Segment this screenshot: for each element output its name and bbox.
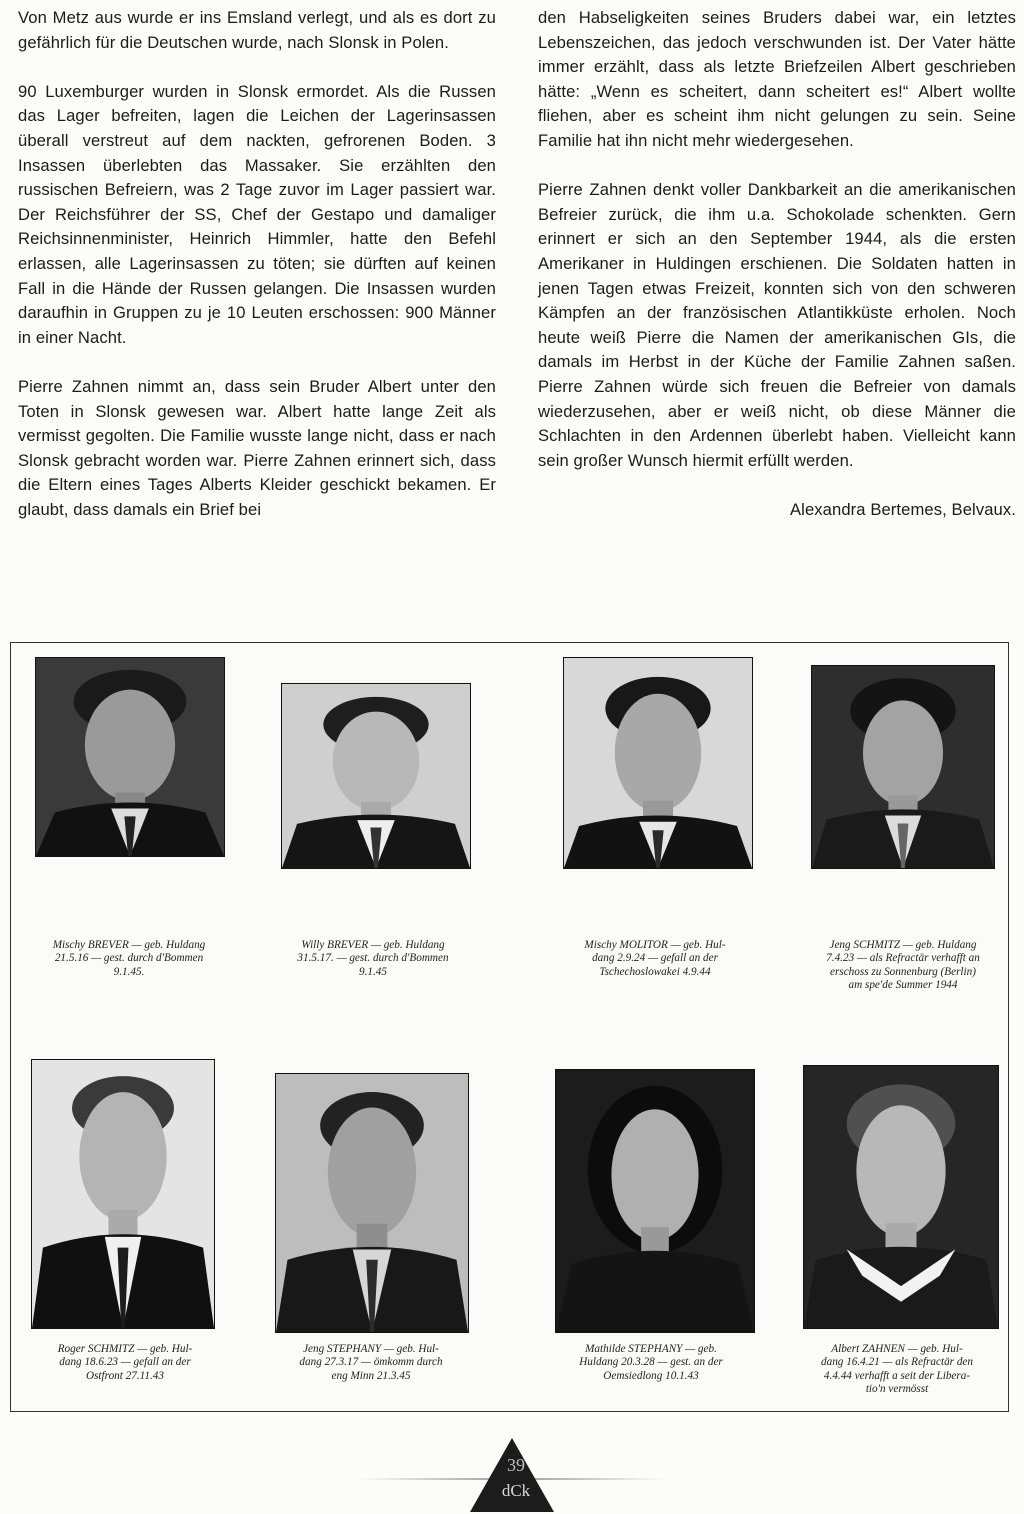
portrait-caption: Jeng STEPHANY — geb. Hul- dang 27.3.17 — ömkomm durch eng Minn 21.3.45 <box>299 1343 443 1382</box>
article-paragraph: 90 Luxemburger wurden in Slonsk ermordet. Als die Russen das Lager befreiten, lagen die Leichen der Lagerinsassen überall verstreut auf dem nackten, gefrorenen Boden. 3 Insassen überlebten das Massaker. Sie erzählten den russischen Befreiern, was 2 Tage zuvor im Lager passiert war. Der Reichsführer der SS, Chef der Gestapo und damaliger Reichsinnenminister, Heinrich Himmler, hatte den Befehl erlassen, alle Lagerinsassen zu töten; sie dürften auf keinen Fall in die Hände der Russen gelangen. Die Insassen wurden daraufhin in Gruppen zu je 10 Leuten erschossen: 900 Männer in einer Nacht. <box>18 81 496 347</box>
article-paragraph: Pierre Zahnen denkt voller Dankbarkeit an die amerikanischen Befreier zurück, die ihm u.a. Schokolade schenkten. Gern erinnert er sich an den September 1944, als die ersten Amerikaner in Huldingen erschienen. Die Soldaten hatten in jenen Tagen etwas Freizeit, konnten sich von den schweren Kämpfen an der französischen Atlantikküste erholen. Noch heute weiß Pierre die Namen der amerikanischen GIs, die damals im Herbst in der Küche der Familie Zahnen saßen. Pierre Zahnen würde sich freuen die Befreier von damals wiederzusehen, aber er weiß nicht, ob diese Männer die Schlachten in den Ardennen überlebt haben. Vielleicht kann sein großer Wunsch hiermit erfüllt werden. <box>538 180 1016 470</box>
portrait-photo-jeng-schmitz <box>811 665 995 869</box>
footer-logo-text: dCk <box>501 1481 531 1500</box>
portrait-caption: Willy BREVER — geb. Huldang 31.5.17. — gest. durch d'Bommen 9.1.45 <box>297 939 449 978</box>
portrait-caption: Mischy MOLITOR — geb. Hul- dang 2.9.24 — gefall an der Tschechoslowakei 4.9.44 <box>584 939 726 978</box>
portrait-caption: Albert ZAHNEN — geb. Hul- dang 16.4.21 — als Refractär den 4.4.44 verhafft a seit der Libera- tio'n vermösst <box>821 1343 973 1396</box>
portrait-caption: Mischy BREVER — geb. Huldang 21.5.16 — gest. durch d'Bommen 9.1.45. <box>52 939 206 978</box>
article-paragraph: Pierre Zahnen nimmt an, dass sein Bruder Albert unter den Toten in Slonsk gewesen war. Albert hatte lange Zeit als vermisst gegolten. Die Familie wusste lange nicht, dass er nach Slonsk gebracht worden war. Pierre Zahnen erinnert sich, dass die Eltern eines Tages Alberts Kleider geschickt bekamen. Er glaubt, dass damals ein Brief bei <box>18 376 496 519</box>
article-column-right <box>538 6 1016 522</box>
portrait-photo-jeng-stephany <box>275 1073 469 1333</box>
portrait-photo-albert-zahnen <box>803 1065 999 1329</box>
portrait-photo-mischy-brever <box>35 657 225 857</box>
portrait-caption: Jeng SCHMITZ — geb. Huldang 7.4.23 — als Refractär verhafft an erschoss zu Sonnenburg (Berlin) am spe'de Summer 1944 <box>826 939 980 992</box>
article-paragraph: Von Metz aus wurde er ins Emsland verlegt, und als es dort zu gefährlich für die Deutschen wurde, nach Slonsk in Polen. <box>18 8 496 52</box>
portrait-caption: Mathilde STEPHANY — geb. Huldang 20.3.28 — gest. an der Oemsiedlong 10.1.43 <box>579 1343 723 1382</box>
page-number: 39 <box>507 1455 525 1475</box>
memorial-photo-panel <box>10 642 1009 1412</box>
portrait-photo-willy-brever <box>281 683 471 869</box>
portrait-photo-mathilde-stephany <box>555 1069 755 1333</box>
portrait-photo-mischy-molitor <box>563 657 753 869</box>
portrait-photo-roger-schmitz <box>31 1059 215 1329</box>
article-column-left <box>18 6 496 547</box>
author-signature: Alexandra Bertemes, Belvaux. <box>789 499 1016 519</box>
portrait-caption: Roger SCHMITZ — geb. Hul- dang 18.6.23 — gefall an der Ostfront 27.11.43 <box>57 1343 193 1382</box>
article-paragraph: den Habseligkeiten seines Bruders dabei war, ein letztes Lebenszeichen, das jedoch verschwunden ist. Der Vater hätte immer erzählt, dass als letzte Briefzeilen Albert geschrieben hätte: „Wenn es scheitert, dann scheitert es!“ Albert wollte fliehen, aber es scheint ihm nicht gelungen zu sein. Seine Familie hat ihn nicht mehr wiedergesehen. <box>538 8 1016 150</box>
